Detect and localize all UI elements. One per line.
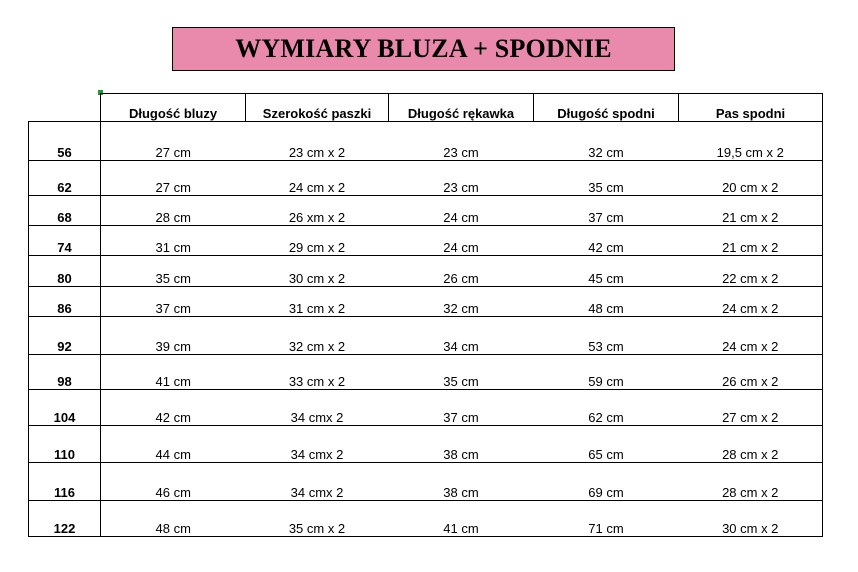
- table-cell: 26 cm: [389, 256, 534, 287]
- table-cell: 35 cm: [389, 355, 534, 390]
- table-cell: 45 cm: [534, 256, 679, 287]
- size-label: 122: [29, 501, 101, 537]
- size-label: 92: [29, 317, 101, 355]
- table-cell: 71 cm: [534, 501, 679, 537]
- table-row: [29, 161, 823, 196]
- header-row: [29, 94, 823, 122]
- table-cell: 30 cm x 2: [679, 501, 823, 537]
- size-label: 98: [29, 355, 101, 390]
- size-label: 86: [29, 287, 101, 317]
- table-cell: 27 cm: [101, 161, 246, 196]
- table-cell: 29 cm x 2: [246, 226, 389, 256]
- table-cell: 62 cm: [534, 390, 679, 426]
- table-cell: 34 cm: [389, 317, 534, 355]
- table-cell: 34 cmx 2: [246, 390, 389, 426]
- table-row: [29, 256, 823, 287]
- size-label: 80: [29, 256, 101, 287]
- table-cell: 41 cm: [389, 501, 534, 537]
- size-label: 104: [29, 390, 101, 426]
- table-cell: 38 cm: [389, 426, 534, 463]
- table-cell: 41 cm: [101, 355, 246, 390]
- table-row: [29, 355, 823, 390]
- table-cell: 32 cm: [389, 287, 534, 317]
- table-cell: 19,5 cm x 2: [679, 122, 823, 161]
- corner-cell: [29, 94, 101, 122]
- table-cell: 35 cm: [534, 161, 679, 196]
- table-row: [29, 501, 823, 537]
- table-cell: 39 cm: [101, 317, 246, 355]
- column-header: Długość rękawka: [389, 94, 534, 122]
- table-row: [29, 390, 823, 426]
- table-cell: 24 cm: [389, 196, 534, 226]
- table-cell: 23 cm x 2: [246, 122, 389, 161]
- table-cell: 22 cm x 2: [679, 256, 823, 287]
- table-cell: 65 cm: [534, 426, 679, 463]
- table-cell: 44 cm: [101, 426, 246, 463]
- table-cell: 33 cm x 2: [246, 355, 389, 390]
- table-cell: 69 cm: [534, 463, 679, 501]
- table-cell: 46 cm: [101, 463, 246, 501]
- table-cell: 53 cm: [534, 317, 679, 355]
- title-banner: [172, 27, 675, 71]
- size-label: 56: [29, 122, 101, 161]
- size-label: 62: [29, 161, 101, 196]
- table-cell: 31 cm: [101, 226, 246, 256]
- table-cell: 48 cm: [534, 287, 679, 317]
- table-cell: 28 cm: [101, 196, 246, 226]
- table-cell: 31 cm x 2: [246, 287, 389, 317]
- column-header: Długość spodni: [534, 94, 679, 122]
- size-table: [28, 93, 823, 537]
- table-cell: 28 cm x 2: [679, 463, 823, 501]
- table-cell: 23 cm: [389, 161, 534, 196]
- table-cell: 26 xm x 2: [246, 196, 389, 226]
- table-cell: 48 cm: [101, 501, 246, 537]
- table-cell: 24 cm x 2: [679, 317, 823, 355]
- table-cell: 37 cm: [101, 287, 246, 317]
- table-cell: 20 cm x 2: [679, 161, 823, 196]
- table-cell: 21 cm x 2: [679, 196, 823, 226]
- table-cell: 26 cm x 2: [679, 355, 823, 390]
- column-header: Szerokość paszki: [246, 94, 389, 122]
- table-cell: 27 cm: [101, 122, 246, 161]
- table-cell: 42 cm: [101, 390, 246, 426]
- table-cell: 27 cm x 2: [679, 390, 823, 426]
- size-label: 110: [29, 426, 101, 463]
- table-row: [29, 122, 823, 161]
- table-row: [29, 426, 823, 463]
- table-row: [29, 226, 823, 256]
- table-cell: 42 cm: [534, 226, 679, 256]
- table-cell: 24 cm: [389, 226, 534, 256]
- page-title: WYMIARY BLUZA + SPODNIE: [235, 34, 612, 63]
- table-cell: 32 cm: [534, 122, 679, 161]
- table-cell: 32 cm x 2: [246, 317, 389, 355]
- table-cell: 35 cm x 2: [246, 501, 389, 537]
- table-cell: 35 cm: [101, 256, 246, 287]
- table-cell: 30 cm x 2: [246, 256, 389, 287]
- table-cell: 23 cm: [389, 122, 534, 161]
- table-row: [29, 317, 823, 355]
- table-cell: 34 cmx 2: [246, 463, 389, 501]
- table-row: [29, 196, 823, 226]
- table-row: [29, 287, 823, 317]
- table-cell: 38 cm: [389, 463, 534, 501]
- size-label: 74: [29, 226, 101, 256]
- table-cell: 37 cm: [389, 390, 534, 426]
- table-cell: 21 cm x 2: [679, 226, 823, 256]
- table-cell: 24 cm x 2: [246, 161, 389, 196]
- table-cell: 28 cm x 2: [679, 426, 823, 463]
- column-header: Długość bluzy: [101, 94, 246, 122]
- size-label: 68: [29, 196, 101, 226]
- table-cell: 37 cm: [534, 196, 679, 226]
- table-cell: 59 cm: [534, 355, 679, 390]
- size-label: 116: [29, 463, 101, 501]
- table-cell: 24 cm x 2: [679, 287, 823, 317]
- table-row: [29, 463, 823, 501]
- column-header: Pas spodni: [679, 94, 823, 122]
- table-cell: 34 cmx 2: [246, 426, 389, 463]
